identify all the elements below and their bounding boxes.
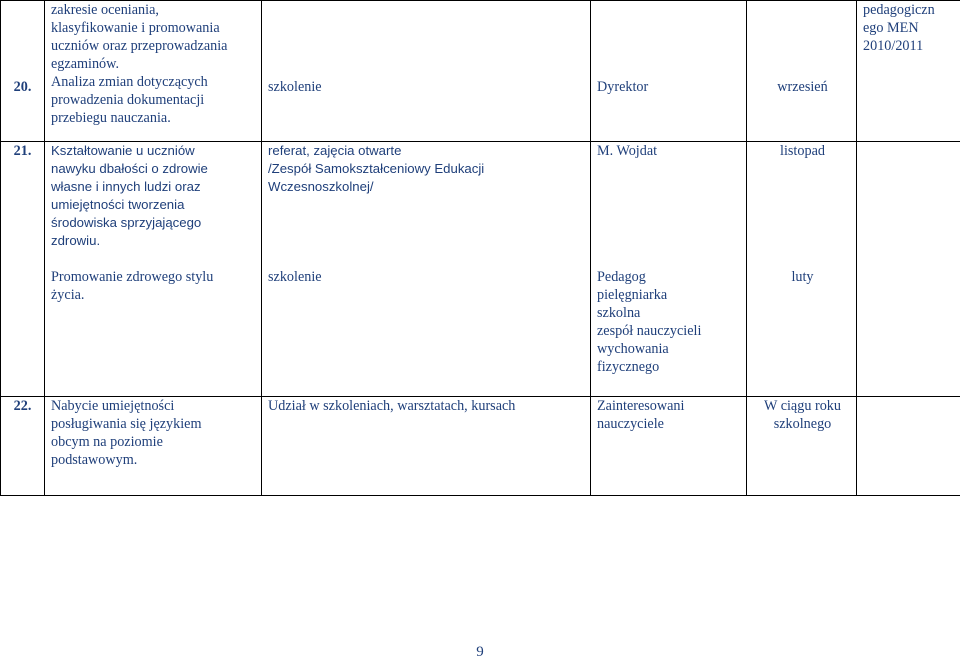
deadline-cell [747, 1, 857, 142]
row-number-cell [1, 268, 45, 397]
responsible-cell [591, 142, 747, 269]
form-cell [262, 142, 591, 269]
task-cell [45, 1, 262, 142]
row-number-cell [1, 1, 45, 142]
notes-cell [857, 142, 960, 269]
deadline-text: luty [791, 269, 814, 285]
task-text: Kształtowanie u uczniów nawyku dbałości o zdrowie własne i innych ludzi oraz umiejętności tworzenia środowiska sprzyjającego zdrowiu. [51, 143, 208, 248]
notes-text: pedagogiczn ego MEN 2010/2011 [863, 2, 935, 54]
task-cell [45, 397, 262, 496]
notes-cell [857, 1, 960, 142]
responsible-cell [591, 397, 747, 496]
form-text: referat, zajęcia otwarte /Zespół Samokształceniowy Edukacji Wczesnoszkolnej/ [268, 143, 485, 194]
page-number: 9 [476, 644, 484, 660]
responsible-text: M. Wojdat [597, 143, 658, 159]
form-text: Udział w szkoleniach, warsztatach, kursach [268, 398, 516, 414]
deadline-text: wrzesień [777, 79, 828, 95]
responsible-cell [591, 268, 747, 397]
row-number: 20. [13, 79, 32, 95]
deadline-text: W ciągu roku szkolnego [764, 398, 841, 432]
form-cell [262, 397, 591, 496]
form-text: szkolenie [268, 269, 322, 285]
notes-cell [857, 397, 960, 496]
row-number-cell [1, 397, 45, 496]
task-text: Nabycie umiejętności posługiwania się językiem obcym na poziomie podstawowym. [51, 398, 202, 468]
task-cell [45, 268, 262, 397]
table-row-21-continued [1, 268, 960, 397]
deadline-cell [747, 397, 857, 496]
row-number: 22. [13, 398, 32, 414]
table-row-20 [1, 1, 960, 142]
deadline-cell [747, 268, 857, 397]
responsible-text: Zainteresowani nauczyciele [597, 398, 685, 432]
row-number-cell [1, 142, 45, 269]
task-cell [45, 142, 262, 269]
row-number: 21. [13, 143, 32, 159]
notes-cell [857, 268, 960, 397]
deadline-cell [747, 142, 857, 269]
deadline-text: listopad [780, 143, 825, 159]
responsible-cell [591, 1, 747, 142]
task-text: Analiza zmian dotyczących prowadzenia dokumentacji przebiegu nauczania. [51, 74, 208, 126]
table-row-21 [1, 142, 960, 269]
task-text: Promowanie zdrowego stylu życia. [51, 269, 214, 303]
form-cell [262, 1, 591, 142]
responsible-text: Pedagog pielęgniarka szkolna zespół nauczycieli wychowania fizycznego [597, 269, 702, 375]
task-continuation-text: zakresie oceniania, klasyfikowanie i promowania uczniów oraz przeprowadzania egzaminów. [51, 2, 228, 72]
responsible-text: Dyrektor [597, 79, 649, 95]
table-row-22 [1, 397, 960, 496]
form-text: szkolenie [268, 79, 322, 95]
form-cell [262, 268, 591, 397]
